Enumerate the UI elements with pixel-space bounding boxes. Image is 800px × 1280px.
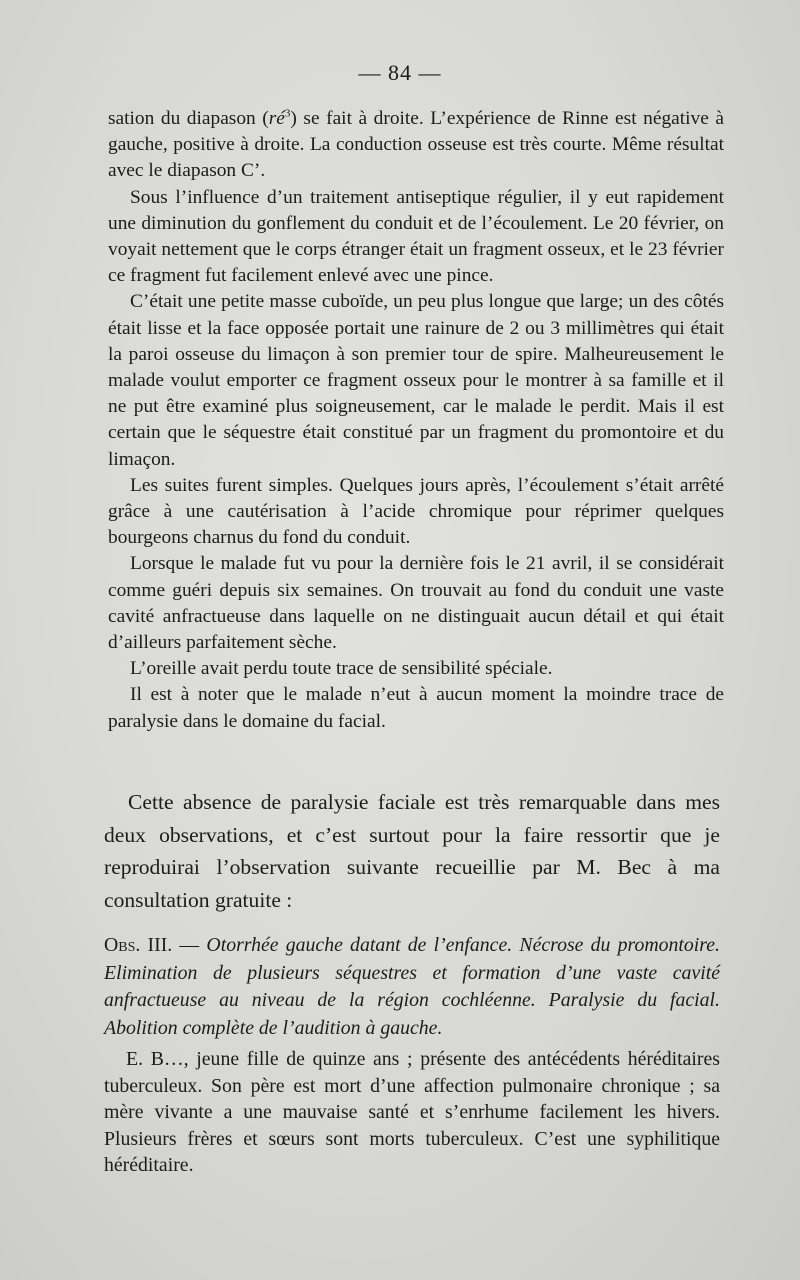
- commentary: [104, 786, 720, 916]
- observation-title: Otorrhée gauche datant de l’enfance. Nécrose du promontoire. Elimination de plusieurs séquestres et formation d’une vaste cavité anfractueuse au niveau de la région cochléenne. Paralysie du facial. Abolition complète de l’audition à gauche.: [104, 934, 720, 1039]
- note-exponent: 3: [284, 107, 291, 120]
- observation-heading: [104, 932, 720, 1042]
- paragraph-fragment: C’était une petite masse cuboïde, un peu plus longue que large; un des côtés était lisse et la face opposée portait une rainure de 2 ou 3 millimètres qui était la paroi osseuse du limaçon à son premier tour de spire. Malheureusement le malade voulut emporter ce fragment osseux pour le montrer à sa famille et il ne put être examiné plus soigneusement, car le malade le perdit. Mais il est certain que le séquestre était constitué par un fragment du promontoire et du limaçon.: [108, 291, 724, 470]
- paragraph-last-visit: Lorsque le malade fut vu pour la dernière fois le 21 avril, il se considérait comme guéri depuis six semaines. On trouvait au fond du conduit une vaste cavité anfractueuse dans laquelle on ne distinguait aucun détail et qui était d’ailleurs parfaitement sèche.: [108, 553, 724, 654]
- case-continuation: [108, 106, 724, 735]
- paragraph-facial: Il est à noter que le malade n’eut à aucun moment la moindre trace de paralysie dans le domaine du facial.: [108, 684, 724, 732]
- page-number: — 84 —: [358, 60, 442, 85]
- observation-body: [104, 1046, 720, 1179]
- observation-label: Obs. III.: [104, 934, 173, 956]
- paragraph-commentary: Cette absence de paralysie faciale est très remarquable dans mes deux observations, et c’est surtout pour la faire ressortir que je reproduirai l’observation suivante recueillie par M. Bec à ma consultation gratuite :: [104, 790, 720, 912]
- paragraph-treatment: Sous l’influence d’un traitement antiseptique régulier, il y eut rapidement une diminution du gonflement du conduit et de l’écoulement. Le 20 février, on voyait nettement que le corps étranger était un fragment osseux, et le 23 février ce fragment fut facilement enlevé avec une pince.: [108, 186, 724, 287]
- paragraph-tuning-fork: sation du diapason $(ré^3)$ se fait à droite. L’expérience de Rinne est négative à gauche, positive à droite. La conduction osseuse est très courte. Même résultat avec le diapason C’.: [108, 107, 724, 182]
- musical-note: ré: [268, 108, 285, 129]
- paragraph-aftermath: Les suites furent simples. Quelques jours après, l’écoulement s’était arrêté grâce à une cautérisation à l’acide chromique pour réprimer quelques bourgeons charnus du fond du conduit.: [108, 474, 724, 549]
- observation-dash: —: [172, 934, 207, 956]
- paragraph-hearing: L’oreille avait perdu toute trace de sensibilité spéciale.: [130, 658, 553, 680]
- paragraph-patient: E. B…, jeune fille de quinze ans ; présente des antécédents héréditaires tuberculeux. Son père est mort d’une affection pulmonaire chronique ; sa mère vivante a une mauvaise santé et s’enrhume facilement les hivers. Plusieurs frères et sœurs sont morts tuberculeux. C’est une syphilitique héréditaire.: [104, 1048, 720, 1176]
